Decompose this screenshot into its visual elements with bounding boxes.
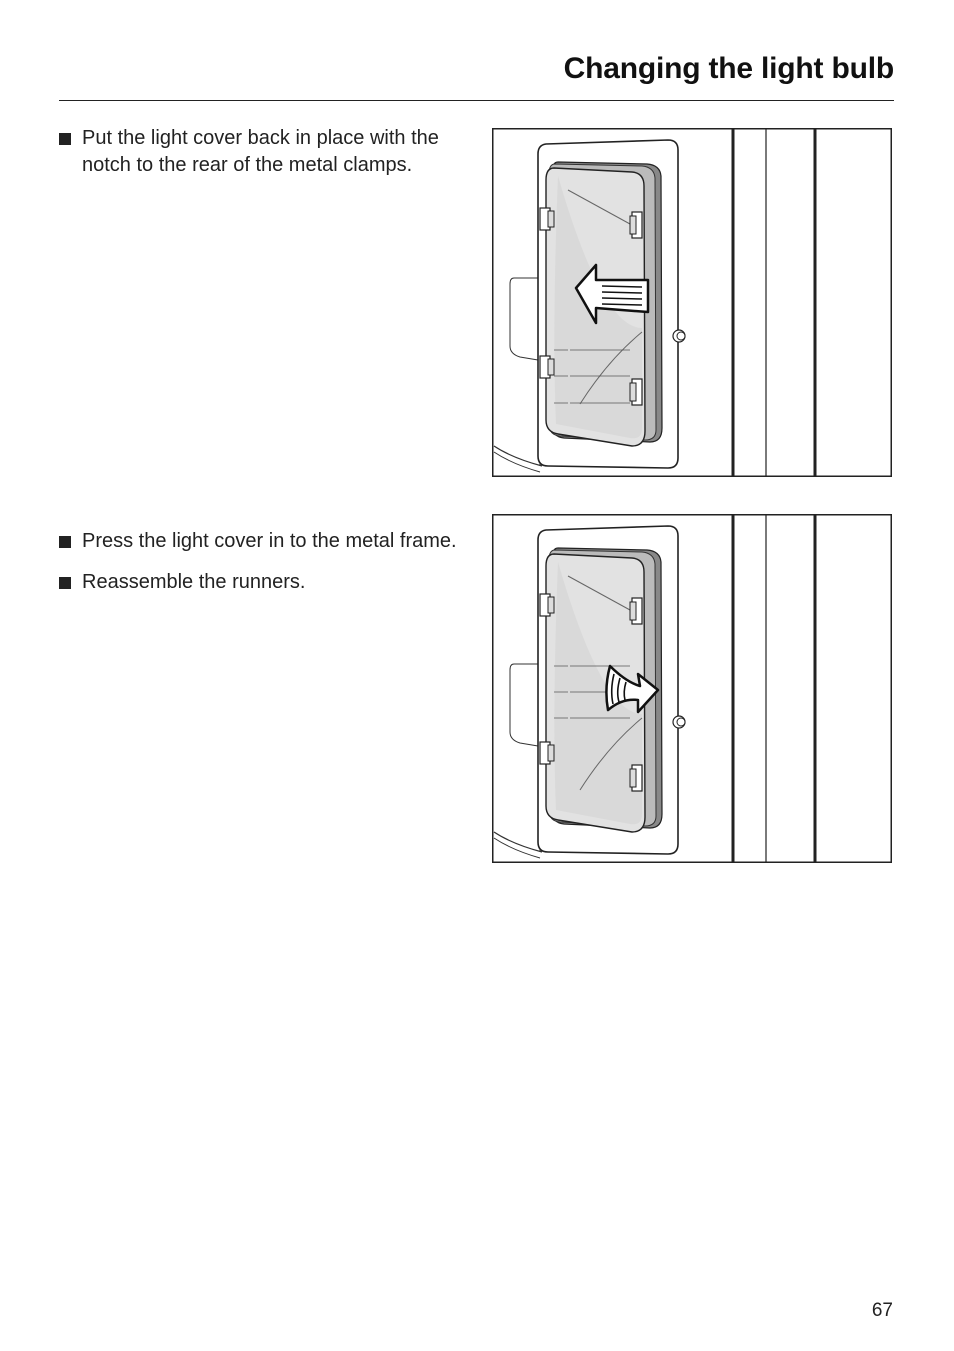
title-divider	[59, 100, 894, 101]
instruction-step	[59, 528, 459, 555]
figure-light-cover-slide	[492, 128, 892, 477]
square-bullet-icon	[59, 536, 71, 548]
page-title: Changing the light bulb	[563, 52, 894, 85]
instruction-list-2	[59, 528, 459, 610]
square-bullet-icon	[59, 133, 71, 145]
instruction-list-1	[59, 125, 459, 193]
instruction-step	[59, 125, 459, 179]
page-number: 67	[871, 1300, 893, 1321]
instruction-step	[59, 569, 459, 596]
instruction-text: Reassemble the runners.	[82, 571, 306, 593]
instruction-text: Press the light cover in to the metal frame.	[82, 530, 457, 552]
square-bullet-icon	[59, 577, 71, 589]
figure-light-cover-press	[492, 514, 892, 863]
instruction-text: Put the light cover back in place with the notch to the rear of the metal clamps.	[82, 127, 439, 176]
